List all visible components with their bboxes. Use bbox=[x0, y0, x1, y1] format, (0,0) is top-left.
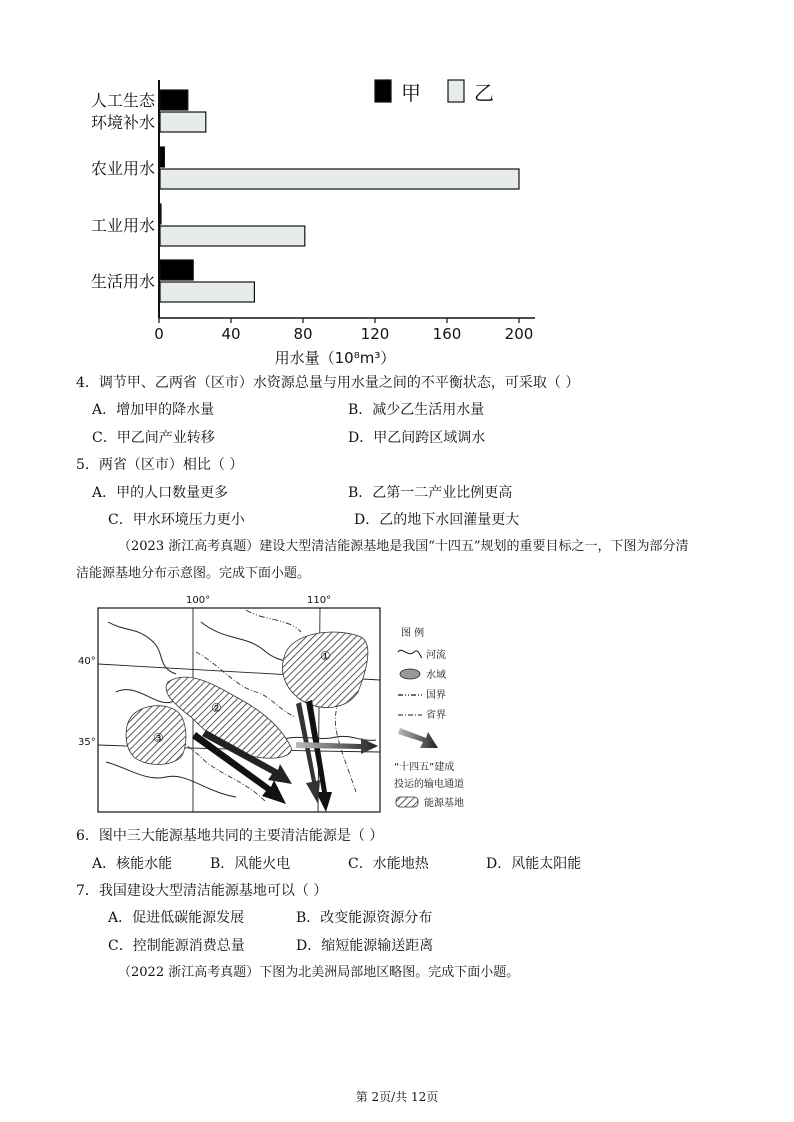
bar-jia-2 bbox=[160, 204, 161, 224]
legend-water-icon bbox=[400, 669, 420, 679]
intro-2022: （2022 浙江高考真题）下图为北美洲局部地区略图。完成下面小题。 bbox=[118, 965, 520, 980]
energy-base-map bbox=[78, 592, 488, 814]
category-label-3-0: 生活用水 bbox=[90, 272, 155, 291]
question-6-option-b[interactable]: B．风能火电 bbox=[210, 856, 291, 872]
legend-arrow-label-2: 投运的输电通道 bbox=[394, 779, 464, 790]
question-4-option-d[interactable]: D．甲乙间跨区域调水 bbox=[348, 430, 486, 446]
legend-swatch-yi bbox=[448, 80, 464, 102]
legend-base-icon bbox=[396, 797, 418, 807]
category-label-1-0: 农业用水 bbox=[90, 159, 155, 178]
lon-label-100: 100° bbox=[186, 595, 211, 606]
category-label-0-0: 人工生态 bbox=[90, 91, 155, 110]
x-axis-label: 用水量（10⁸m³） bbox=[274, 349, 396, 367]
lon-label-110: 110° bbox=[307, 595, 332, 606]
question-7-option-c[interactable]: C．控制能源消费总量 bbox=[108, 938, 245, 954]
question-5-option-a[interactable]: A．甲的人口数量更多 bbox=[92, 485, 229, 501]
question-6-option-c[interactable]: C．水能地热 bbox=[348, 856, 429, 872]
bar-yi-1 bbox=[160, 169, 519, 189]
x-tick-label-1: 40 bbox=[221, 325, 241, 343]
question-6-option-d[interactable]: D．风能太阳能 bbox=[486, 856, 582, 872]
legend-item-water: 水域 bbox=[426, 670, 446, 681]
legend-swatch-jia bbox=[375, 80, 391, 102]
x-tick-label-2: 80 bbox=[293, 325, 313, 343]
legend-item-energy-base: 能源基地 bbox=[424, 798, 464, 809]
question-7-option-d[interactable]: D．缩短能源输送距离 bbox=[296, 938, 434, 954]
legend-label-yi: 乙 bbox=[474, 81, 494, 105]
question-5-stem: 5．两省（区市）相比（ ） bbox=[76, 457, 244, 473]
lat-label-40: 40° bbox=[78, 656, 96, 667]
question-6-stem: 6．图中三大能源基地共同的主要清洁能源是（ ） bbox=[76, 828, 384, 844]
question-4-option-a[interactable]: A．增加甲的降水量 bbox=[92, 402, 215, 418]
base-label-3: ③ bbox=[153, 731, 164, 745]
question-5-option-b[interactable]: B．乙第一二产业比例更高 bbox=[348, 485, 513, 501]
legend-title: 图 例 bbox=[401, 628, 425, 639]
legend-item-national-border: 国界 bbox=[426, 690, 446, 701]
x-tick-label-3: 120 bbox=[360, 325, 390, 343]
question-5-option-d[interactable]: D．乙的地下水回灌量更大 bbox=[354, 512, 520, 528]
bar-jia-0 bbox=[160, 90, 188, 110]
intro-2023-line2: 洁能源基地分布示意图。完成下面小题。 bbox=[76, 566, 311, 581]
x-tick-label-5: 200 bbox=[504, 325, 534, 343]
legend-label-jia: 甲 bbox=[401, 81, 421, 105]
intro-2023-line1: （2023 浙江高考真题）建设大型清洁能源基地是我国“十四五”规划的重要目标之一，下图为部分清 bbox=[118, 539, 689, 554]
lat-label-35: 35° bbox=[78, 737, 96, 748]
question-6-option-a[interactable]: A．核能水能 bbox=[92, 856, 173, 872]
question-4-stem: 4．调节甲、乙两省（区市）水资源总量与用水量之间的不平衡状态，可采取（ ） bbox=[76, 375, 580, 391]
x-tick-label-4: 160 bbox=[432, 325, 462, 343]
question-7-option-b[interactable]: B．改变能源资源分布 bbox=[296, 910, 433, 926]
bar-yi-2 bbox=[160, 226, 305, 246]
legend-river-icon bbox=[398, 650, 422, 658]
base-label-2: ② bbox=[211, 701, 222, 715]
legend-arrow-label-1: “十四五”建成 bbox=[394, 762, 455, 773]
legend-item-river: 河流 bbox=[426, 650, 446, 661]
x-tick-label-0: 0 bbox=[154, 325, 164, 343]
legend-item-province-border: 省界 bbox=[426, 710, 446, 721]
question-4-option-b[interactable]: B．减少乙生活用水量 bbox=[348, 402, 485, 418]
bar-yi-3 bbox=[160, 282, 254, 302]
bar-jia-3 bbox=[160, 260, 193, 280]
energy-base-map-svg bbox=[96, 592, 488, 814]
category-label-0-1: 环境补水 bbox=[90, 113, 155, 132]
bar-jia-1 bbox=[160, 147, 164, 167]
question-5-option-c[interactable]: C．甲水环境压力更小 bbox=[108, 512, 245, 528]
base-label-1: ① bbox=[320, 649, 331, 663]
bar-chart-svg bbox=[70, 70, 550, 370]
question-7-option-a[interactable]: A．促进低碳能源发展 bbox=[108, 910, 245, 926]
legend-transmission-arrow-icon bbox=[398, 728, 438, 748]
question-4-option-c[interactable]: C．甲乙间产业转移 bbox=[92, 430, 215, 446]
water-use-bar-chart bbox=[70, 70, 550, 370]
question-7-stem: 7．我国建设大型清洁能源基地可以（ ） bbox=[76, 883, 328, 899]
page-footer: 第 2页/共 12页 bbox=[355, 1090, 439, 1104]
bar-yi-0 bbox=[160, 112, 206, 132]
category-label-2-0: 工业用水 bbox=[90, 216, 155, 235]
